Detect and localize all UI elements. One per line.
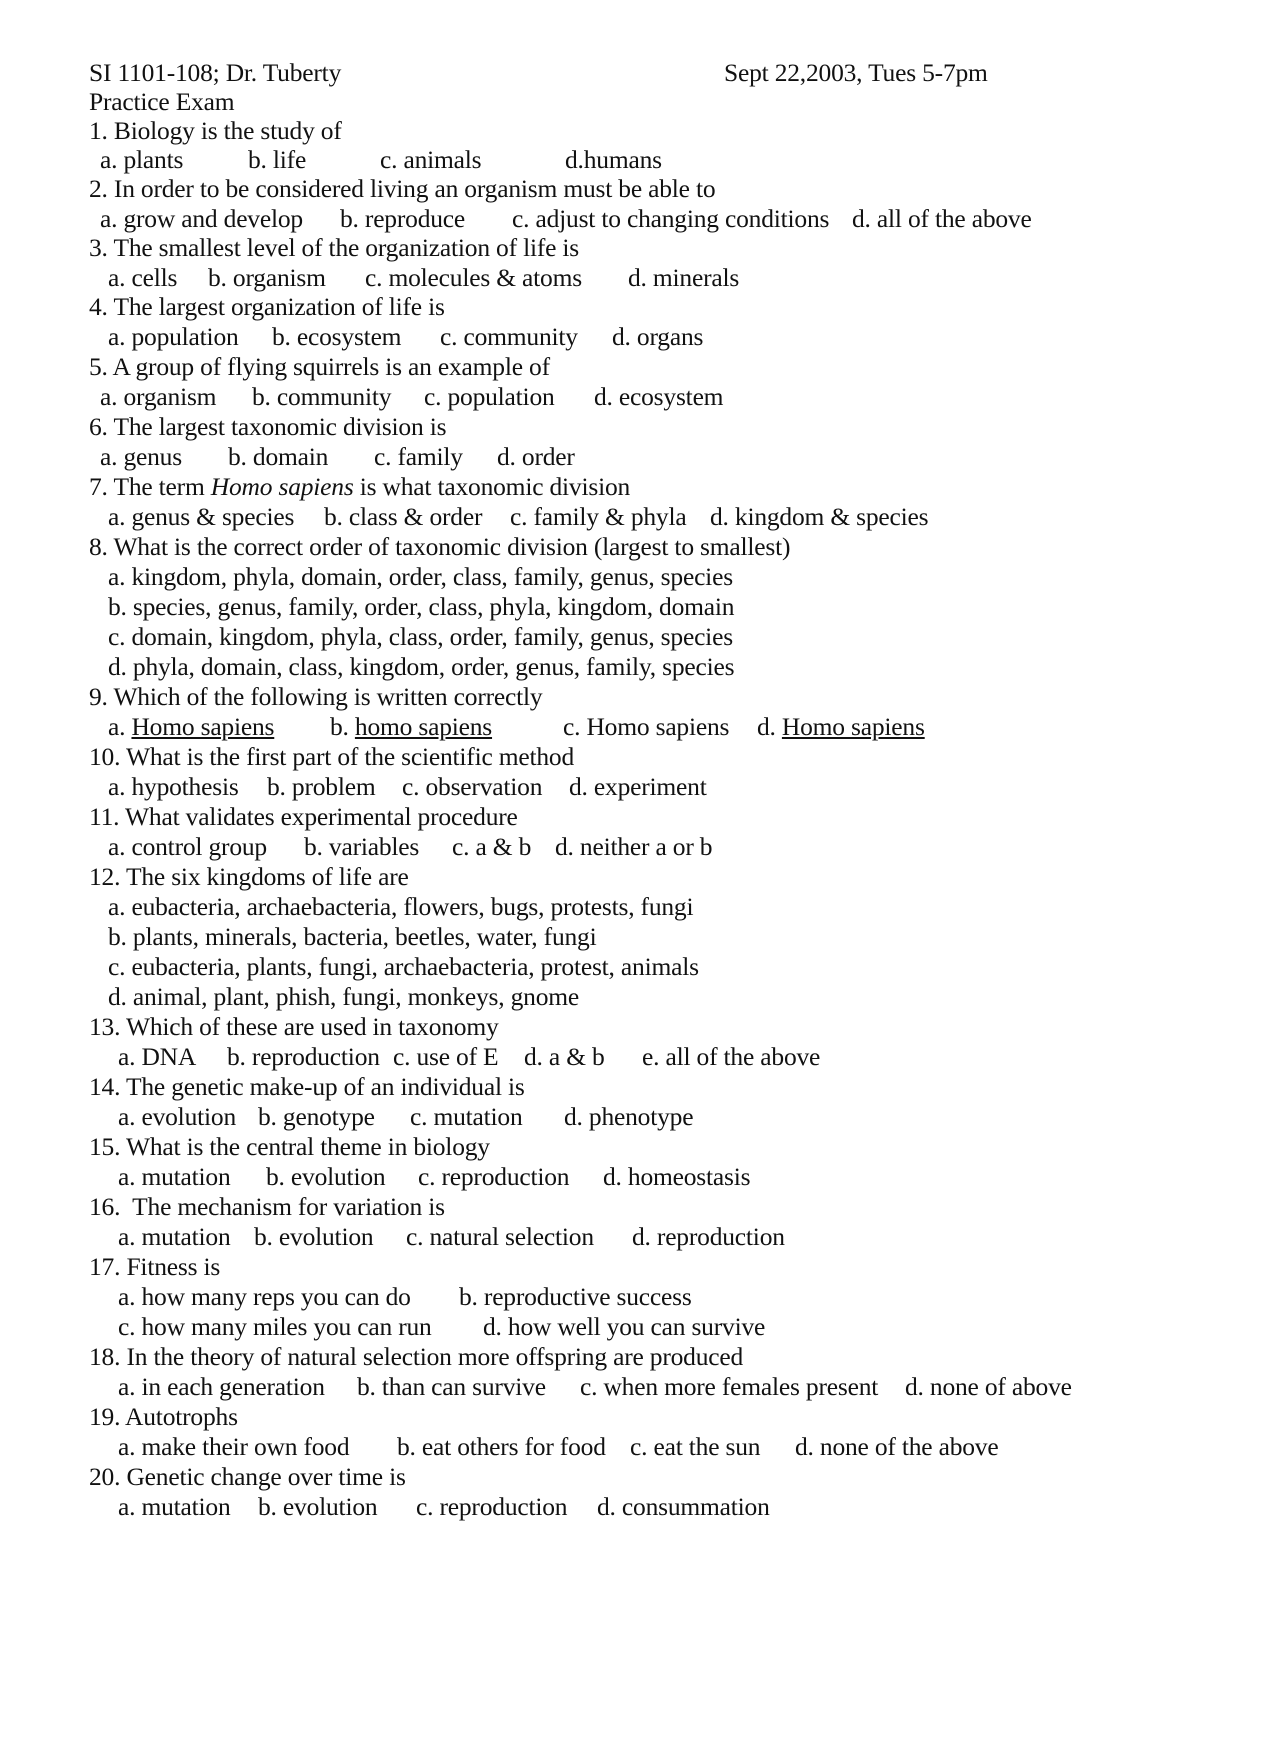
- q5-option-d: d. ecosystem: [594, 382, 724, 411]
- question-1-stem: 1. Biology is the study of: [89, 116, 342, 145]
- q13-option-c: c. use of E: [393, 1042, 499, 1071]
- q11-option-d: d. neither a or b: [555, 832, 713, 861]
- q11-option-c: c. a & b: [452, 832, 532, 861]
- q5-option-c: c. population: [424, 382, 555, 411]
- q7-stem-post: is what taxonomic division: [353, 472, 631, 501]
- q20-option-c: c. reproduction: [416, 1492, 568, 1521]
- question-5-stem: 5. A group of flying squirrels is an example of: [89, 352, 550, 381]
- exam-date: Sept 22,2003, Tues 5-7pm: [724, 58, 988, 87]
- q4-option-a: a. population: [108, 322, 239, 351]
- q20-option-a: a. mutation: [118, 1492, 231, 1521]
- q19-option-c: c. eat the sun: [630, 1432, 761, 1461]
- q9-b-term: homo sapiens: [354, 712, 493, 741]
- q17-option-a: a. how many reps you can do: [118, 1282, 411, 1311]
- q9-d-term: Homo sapiens: [781, 712, 925, 741]
- q15-option-c: c. reproduction: [418, 1162, 570, 1191]
- q7-option-a: a. genus & species: [108, 502, 295, 531]
- q5-option-a: a. organism: [100, 382, 217, 411]
- q7-option-d: d. kingdom & species: [710, 502, 929, 531]
- q9-d-letter: d.: [757, 712, 782, 741]
- question-9-stem: 9. Which of the following is written correctly: [89, 682, 543, 711]
- q14-option-d: d. phenotype: [564, 1102, 694, 1131]
- q8-option-d: d. phyla, domain, class, kingdom, order, genus, family, species: [108, 652, 735, 681]
- q11-option-a: a. control group: [108, 832, 267, 861]
- q18-option-d: d. none of above: [905, 1372, 1072, 1401]
- q19-option-d: d. none of the above: [795, 1432, 999, 1461]
- q9-option-a: [108, 712, 274, 742]
- q8-option-b: b. species, genus, family, order, class, phyla, kingdom, domain: [108, 592, 735, 621]
- question-14-stem: 14. The genetic make-up of an individual is: [89, 1072, 525, 1101]
- q17-option-c: c. how many miles you can run: [118, 1312, 432, 1341]
- q8-option-c: c. domain, kingdom, phyla, class, order, family, genus, species: [108, 622, 733, 651]
- q12-option-d: d. animal, plant, phish, fungi, monkeys, gnome: [108, 982, 579, 1011]
- q3-option-d: d. minerals: [628, 263, 740, 292]
- q6-option-c: c. family: [374, 442, 463, 471]
- question-12-stem: 12. The six kingdoms of life are: [89, 862, 409, 891]
- q2-option-c: c. adjust to changing conditions: [512, 204, 830, 233]
- q13-option-e: e. all of the above: [642, 1042, 821, 1071]
- q14-option-b: b. genotype: [258, 1102, 375, 1131]
- q5-option-b: b. community: [252, 382, 392, 411]
- q9-a-term: Homo sapiens: [131, 712, 275, 741]
- q15-option-d: d. homeostasis: [603, 1162, 751, 1191]
- q18-option-c: c. when more females present: [580, 1372, 879, 1401]
- q13-option-b: b. reproduction: [227, 1042, 380, 1071]
- q4-option-d: d. organs: [612, 322, 704, 351]
- q9-option-b: [330, 712, 492, 742]
- q10-option-d: d. experiment: [569, 772, 707, 801]
- question-3-stem: 3. The smallest level of the organization of life is: [89, 233, 580, 262]
- q8-option-a: a. kingdom, phyla, domain, order, class, family, genus, species: [108, 562, 733, 591]
- q19-option-b: b. eat others for food: [397, 1432, 606, 1461]
- q4-option-b: b. ecosystem: [272, 322, 402, 351]
- q9-a-letter: a.: [108, 712, 132, 741]
- q1-option-b: b. life: [248, 145, 307, 174]
- q16-option-c: c. natural selection: [406, 1222, 594, 1251]
- q7-stem-term: Homo sapiens: [210, 472, 354, 501]
- question-8-stem: 8. What is the correct order of taxonomic division (largest to smallest): [89, 532, 791, 561]
- q14-option-c: c. mutation: [410, 1102, 523, 1131]
- q13-option-a: a. DNA: [118, 1042, 197, 1071]
- question-16-stem: 16. The mechanism for variation is: [89, 1192, 445, 1221]
- q10-option-b: b. problem: [267, 772, 376, 801]
- q15-option-a: a. mutation: [118, 1162, 231, 1191]
- q14-option-a: a. evolution: [118, 1102, 236, 1131]
- q16-option-b: b. evolution: [254, 1222, 374, 1251]
- q11-option-b: b. variables: [304, 832, 420, 861]
- q7-option-c: c. family & phyla: [510, 502, 687, 531]
- q10-option-a: a. hypothesis: [108, 772, 239, 801]
- q12-option-c: c. eubacteria, plants, fungi, archaebacteria, protest, animals: [108, 952, 699, 981]
- q18-option-a: a. in each generation: [118, 1372, 325, 1401]
- question-17-stem: 17. Fitness is: [89, 1252, 221, 1281]
- q1-option-c: c. animals: [380, 145, 482, 174]
- q3-option-a: a. cells: [108, 263, 178, 292]
- q3-option-c: c. molecules & atoms: [365, 263, 582, 292]
- q17-option-b: b. reproductive success: [459, 1282, 692, 1311]
- q2-option-a: a. grow and develop: [100, 204, 303, 233]
- question-7-stem: [89, 472, 630, 502]
- q13-option-d: d. a & b: [524, 1042, 605, 1071]
- q1-option-d: d.humans: [565, 145, 662, 174]
- q10-option-c: c. observation: [402, 772, 543, 801]
- q6-option-a: a. genus: [100, 442, 182, 471]
- q18-option-b: b. than can survive: [357, 1372, 546, 1401]
- q4-option-c: c. community: [440, 322, 578, 351]
- q3-option-b: b. organism: [208, 263, 326, 292]
- question-10-stem: 10. What is the first part of the scientific method: [89, 742, 575, 771]
- question-6-stem: 6. The largest taxonomic division is: [89, 412, 447, 441]
- q6-option-d: d. order: [497, 442, 575, 471]
- question-19-stem: 19. Autotrophs: [89, 1402, 238, 1431]
- q7-stem-pre: 7. The term: [89, 472, 211, 501]
- q1-option-a: a. plants: [100, 145, 184, 174]
- q2-option-b: b. reproduce: [340, 204, 466, 233]
- question-11-stem: 11. What validates experimental procedure: [89, 802, 518, 831]
- q2-option-d: d. all of the above: [852, 204, 1032, 233]
- course-header: SI 1101-108; Dr. Tuberty: [89, 58, 342, 87]
- q12-option-b: b. plants, minerals, bacteria, beetles, water, fungi: [108, 922, 597, 951]
- q20-option-b: b. evolution: [258, 1492, 378, 1521]
- q9-b-letter: b.: [330, 712, 355, 741]
- q12-option-a: a. eubacteria, archaebacteria, flowers, bugs, protests, fungi: [108, 892, 694, 921]
- q16-option-a: a. mutation: [118, 1222, 231, 1251]
- q16-option-d: d. reproduction: [632, 1222, 785, 1251]
- q9-option-d: [757, 712, 925, 742]
- question-13-stem: 13. Which of these are used in taxonomy: [89, 1012, 499, 1041]
- question-15-stem: 15. What is the central theme in biology: [89, 1132, 490, 1161]
- q7-option-b: b. class & order: [324, 502, 483, 531]
- q15-option-b: b. evolution: [266, 1162, 386, 1191]
- page-title: Practice Exam: [89, 87, 235, 116]
- q20-option-d: d. consummation: [597, 1492, 770, 1521]
- q17-option-d: d. how well you can survive: [483, 1312, 766, 1341]
- q19-option-a: a. make their own food: [118, 1432, 350, 1461]
- question-2-stem: 2. In order to be considered living an organism must be able to: [89, 174, 716, 203]
- question-4-stem: 4. The largest organization of life is: [89, 292, 445, 321]
- q9-option-c: c. Homo sapiens: [563, 712, 730, 741]
- question-20-stem: 20. Genetic change over time is: [89, 1462, 406, 1491]
- question-18-stem: 18. In the theory of natural selection more offspring are produced: [89, 1342, 744, 1371]
- q6-option-b: b. domain: [228, 442, 329, 471]
